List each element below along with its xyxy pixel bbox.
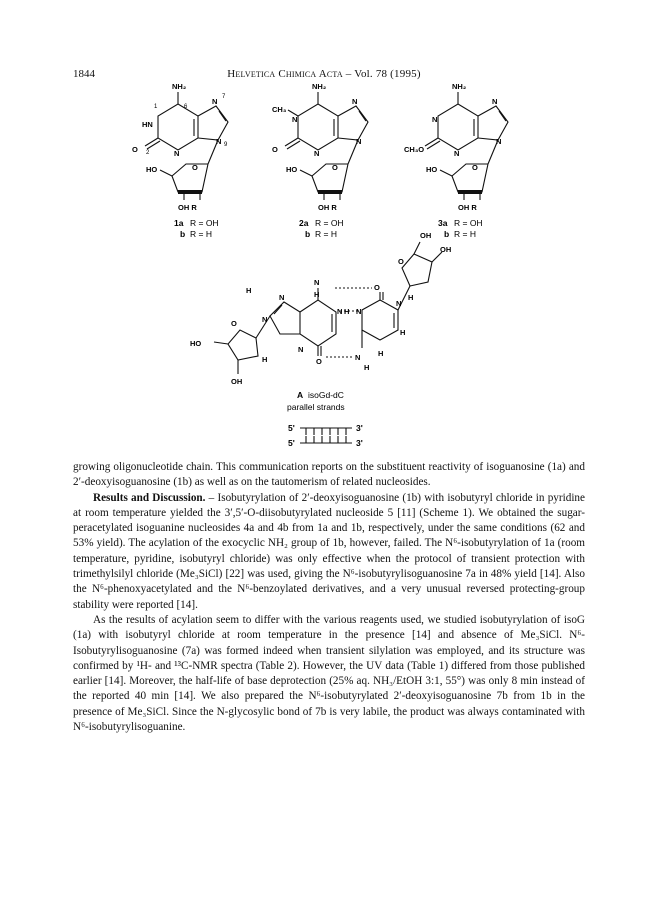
label-1b-r: R = H	[190, 229, 212, 239]
label-2a: 2a	[299, 218, 309, 228]
c1-locant-7: 7	[222, 94, 226, 100]
bp-h-sugar-left: H	[262, 355, 268, 364]
c3-ch3o: CH₃O	[404, 145, 425, 154]
bp-n7: N	[279, 293, 285, 302]
bp-oh-right-2: OH	[420, 231, 432, 240]
paragraph-2-text: – Isobutyrylation of 2′-deoxyisoguanosine (1b) with isobutyryl chloride in pyridine at room temperature yielded the 3′,5′-O-diisobutyrylated nucleoside 5 [11] (Scheme 1). We obtained the sugar-peracetylated isoguanine nucleosides 4a and 4b from 1a and 1b, respectively, under the same conditions (62 and 53% yield). The acylation of the exocyclic NH₂ group of 1b, however, failed. The N⁶-isobutyrylation of 1a (room temperature, pyridine, isobutyryl chloride) was only effective when the protocol of transient protection with trimethylsilyl chloride (Me₃SiCl) [22] was used, giving the N⁶-isobutyrylisoguanosine 7a in 48% yield [14]. Also the N⁶-phenoxyacetylated and the N⁶-benzoylated derivatives, and a very unusual reversed protecting-group stability were reported [14].	[73, 491, 585, 611]
c1-hn: HN	[142, 120, 153, 129]
c1-n9: N	[216, 137, 222, 146]
label-2b: b	[305, 229, 311, 239]
bp-h5-dc: H	[378, 349, 384, 358]
c1-locant-1: 1	[154, 104, 158, 110]
c3-ho: HO	[426, 165, 438, 174]
strand-top-5: 5'	[288, 423, 295, 433]
bp-o2: O	[316, 357, 322, 366]
label-1b: b	[180, 229, 186, 239]
paragraph-2	[73, 491, 585, 613]
strand-bot-3: 3'	[356, 438, 363, 448]
label-2a-r: R = OH	[315, 218, 344, 228]
base-pair-atoms	[190, 231, 451, 386]
c1-locant-2: 2	[146, 150, 150, 156]
body-text	[73, 460, 585, 735]
c1-n3: N	[174, 149, 180, 158]
bp-h-amine: H	[364, 363, 370, 372]
base-pair-structure	[214, 242, 442, 374]
strands-diagram	[288, 423, 363, 448]
bp-h-sugar-right: H	[408, 293, 414, 302]
bp-h8: H	[246, 286, 252, 295]
c3-n9: N	[496, 137, 502, 146]
pair-label: isoGd-dC	[308, 390, 344, 400]
label-2b-r: R = H	[315, 229, 337, 239]
bp-n3: N	[298, 345, 304, 354]
compound-2-structure	[272, 82, 368, 212]
bp-h-n6: H	[314, 290, 320, 299]
c1-n7: N	[212, 97, 218, 106]
c3-oh-r: OH R	[458, 203, 477, 212]
strand-bot-5: 5'	[288, 438, 295, 448]
label-1a: 1a	[174, 218, 184, 228]
c3-n3: N	[454, 149, 460, 158]
c2-n9: N	[356, 137, 362, 146]
bp-o-sugar-left: O	[231, 319, 237, 328]
journal-name: Helvetica Chimica Acta	[227, 68, 343, 80]
bp-n3-dc: N	[356, 307, 362, 316]
bp-h6-dc: H	[400, 328, 406, 337]
compound-labels	[174, 218, 483, 239]
c1-ho: HO	[146, 165, 158, 174]
c3-nh2: NH₂	[452, 82, 467, 91]
label-3b: b	[444, 229, 450, 239]
compound-1-structure	[132, 82, 228, 212]
bp-oh-left: OH	[231, 377, 243, 386]
bp-o-sugar-right: O	[398, 257, 404, 266]
paragraph-3: As the results of acylation seem to differ with the various reagents used, we studied isobutyrylation of isoG (1a) with isobutyryl chloride at room temperature in the presence [14] and absence of Me₃SiCl. N⁶-Isobutyrylisoguanosine (7a) was formed indeed when transient silylation was employed, and its structure was confirmed by ¹H- and ¹³C-NMR spectra (Table 2). However, the UV data (Table 1) differed from those published earlier [14]. Moreover, the half-life of base deprotection (25% aq. NH₃/EtOH 3:1, 55°) was only 8 min instead of the reported 40 min [14]. We also prepared the N⁶-isobutyrylated 2′-deoxyisoguanosine 7b from 1b in the presence of Me₃SiCl. Since the N-glycosylic bond of 7b is very labile, the product was always contaminated with N⁶-isobutyrylisoguanine.	[73, 613, 585, 734]
label-3b-r: R = H	[454, 229, 476, 239]
pair-sublabel: parallel strands	[287, 402, 345, 412]
paragraph-1: growing oligonucleotide chain. This communication reports on the substituent reactivity of isoguanosine (1a) and 2′-deoxyisoguanosine (1b) as well as on the tautomerism of related nucleosides.	[73, 461, 585, 489]
bp-ho-left: HO	[190, 339, 202, 348]
c2-n1: N	[292, 115, 298, 124]
bp-h-n1: H	[344, 307, 350, 316]
c3-ring-o: O	[472, 163, 478, 172]
section-heading: Results and Discussion.	[93, 491, 206, 504]
bp-n1: N	[337, 307, 343, 316]
bp-o-dc: O	[374, 283, 380, 292]
compound-3-structure	[404, 82, 508, 212]
c2-oh-r: OH R	[318, 203, 337, 212]
c2-ring-o: O	[332, 163, 338, 172]
c1-locant-9: 9	[224, 142, 228, 148]
c2-n3: N	[314, 149, 320, 158]
c2-ch3: CH₃	[272, 105, 287, 114]
c3-n7: N	[492, 97, 498, 106]
label-3a-r: R = OH	[454, 218, 483, 228]
bp-nh-dc: N	[355, 353, 361, 362]
volume-info: – Vol. 78 (1995)	[345, 68, 421, 80]
c1-locant-6: 6	[184, 104, 188, 110]
c1-oxygen: O	[132, 145, 138, 154]
c1-ring-o: O	[192, 163, 198, 172]
c2-ho: HO	[286, 165, 298, 174]
c2-n7: N	[352, 97, 358, 106]
bp-oh-right-1: OH	[440, 245, 452, 254]
bp-n6: N	[314, 278, 320, 287]
bp-n1-dc: N	[396, 299, 402, 308]
c3-n1: N	[432, 115, 438, 124]
label-1a-r: R = OH	[190, 218, 219, 228]
page-number: 1844	[73, 68, 95, 80]
c2-oxygen: O	[272, 145, 278, 154]
c1-nh2: NH₂	[172, 82, 187, 91]
bp-n9: N	[262, 315, 268, 324]
label-3a: 3a	[438, 218, 448, 228]
pair-label-bold: A	[297, 390, 304, 400]
strand-top-3: 3'	[356, 423, 363, 433]
c1-oh-r: OH R	[178, 203, 197, 212]
c2-nh2: NH₂	[312, 82, 327, 91]
